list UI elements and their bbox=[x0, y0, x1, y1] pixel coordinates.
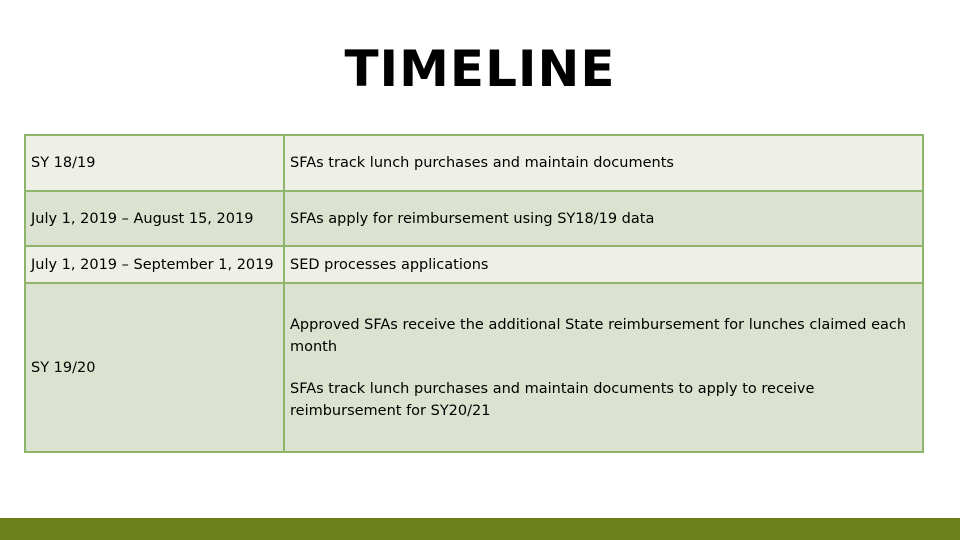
activity-cell bbox=[284, 135, 923, 191]
period-cell: SY 18/19 bbox=[25, 135, 284, 191]
activity-text: SFAs track lunch purchases and maintain documents bbox=[290, 155, 674, 171]
period-cell: July 1, 2019 – August 15, 2019 bbox=[25, 191, 284, 246]
table-row bbox=[25, 191, 923, 246]
activity-text: SED processes applications bbox=[290, 256, 489, 273]
table-row bbox=[25, 246, 923, 283]
table-row bbox=[25, 283, 923, 452]
activity-text: SFAs track lunch purchases and maintain documents to apply to receive reimbursement for SY20/21 bbox=[290, 380, 815, 419]
page-title: TIMELINE bbox=[344, 40, 616, 98]
period-cell: SY 19/20 bbox=[25, 283, 284, 452]
timeline-table bbox=[24, 134, 924, 453]
activity-cell bbox=[284, 191, 923, 246]
table-row bbox=[25, 135, 923, 191]
activity-cell bbox=[284, 246, 923, 283]
activity-cell bbox=[284, 283, 923, 452]
period-cell: July 1, 2019 – September 1, 2019 bbox=[25, 246, 284, 283]
activity-text: SFAs apply for reimbursement using SY18/19 data bbox=[290, 210, 655, 227]
footer-bar bbox=[0, 518, 960, 540]
activity-text: Approved SFAs receive the additional State reimbursement for lunches claimed each month bbox=[290, 316, 907, 355]
